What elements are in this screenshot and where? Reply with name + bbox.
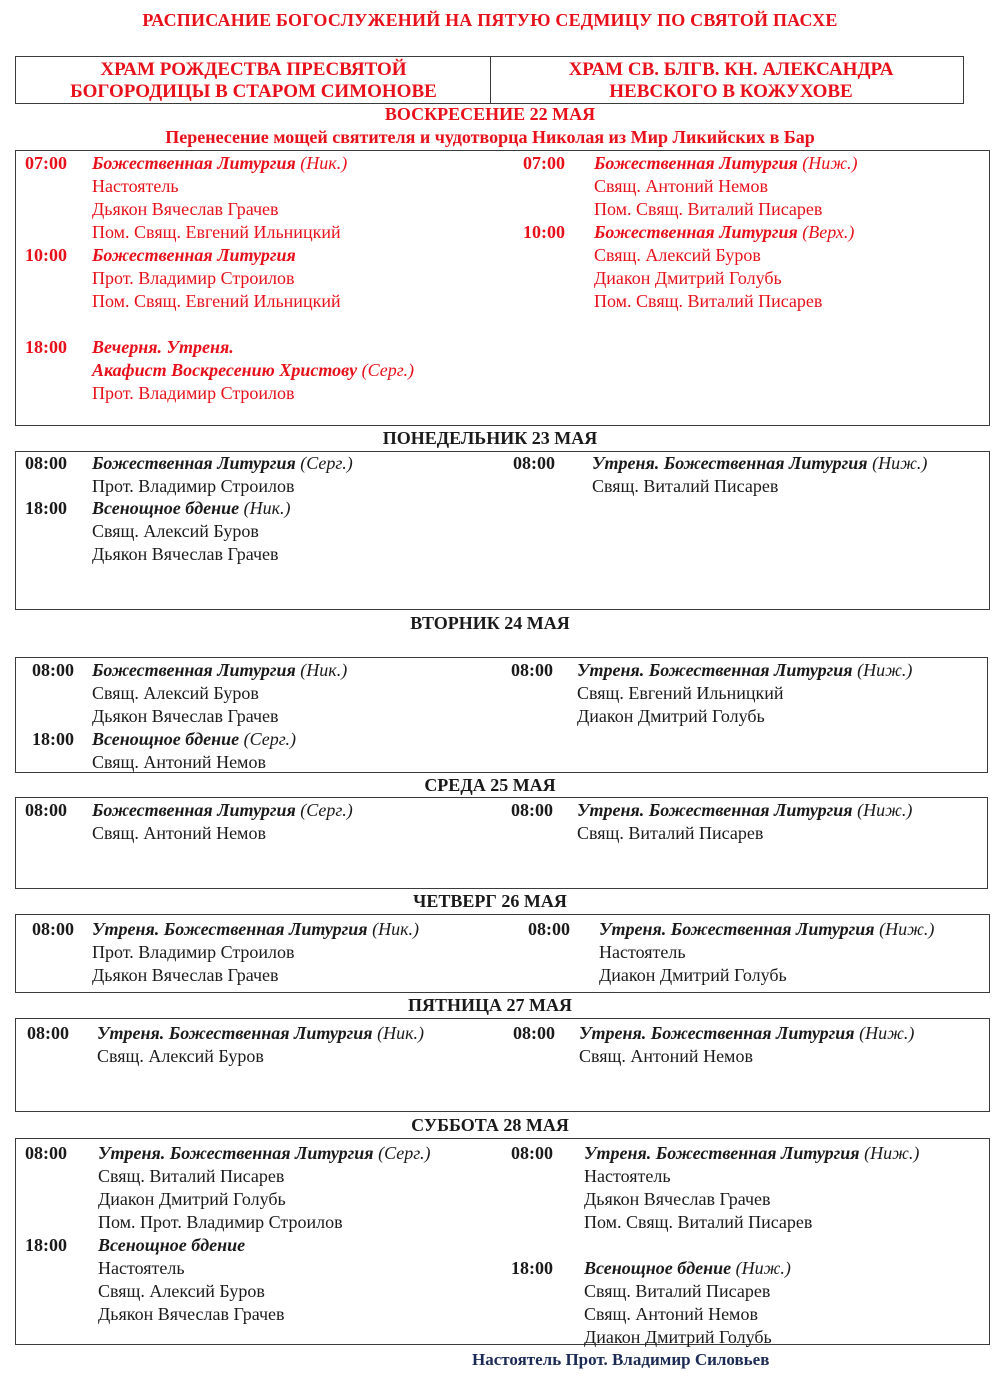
service-title: Утреня. Божественная Литургия	[592, 453, 868, 473]
service-location: (Ниж.)	[872, 453, 928, 473]
service-name	[98, 1234, 245, 1257]
service-name	[92, 918, 419, 941]
service-time: 18:00	[32, 729, 74, 749]
service-title: Божественная Литургия	[594, 153, 798, 173]
clergy-name: Дьякон Вячеслав Грачев	[92, 706, 279, 726]
service-time: 08:00	[511, 800, 553, 820]
clergy-name: Свящ. Антоний Немов	[584, 1304, 758, 1324]
clergy-name: Настоятель	[599, 942, 686, 962]
service-time: 10:00	[523, 222, 565, 242]
clergy-name: Прот. Владимир Строилов	[92, 268, 295, 288]
service-name	[98, 1142, 430, 1165]
clergy-name: Настоятель	[92, 176, 179, 196]
clergy-name: Дьякон Вячеслав Грачев	[92, 544, 279, 564]
service-name	[592, 452, 927, 475]
clergy-name: Пом. Свящ. Виталий Писарев	[594, 291, 823, 311]
service-title: Утреня. Божественная Литургия	[599, 919, 875, 939]
service-title: Утреня. Божественная Литургия	[577, 800, 853, 820]
service-location: (Ниж.)	[802, 153, 858, 173]
church-right-name: ХРАМ СВ. БЛГВ. КН. АЛЕКСАНДРА НЕВСКОГО В КОЖУХОВЕ	[568, 59, 894, 102]
service-location: (Ник.)	[377, 1023, 424, 1043]
day-title: ЧЕТВЕРГ 26 МАЯ	[413, 891, 567, 911]
clergy-name: Диакон Дмитрий Голубь	[594, 268, 782, 288]
day-title: ПЯТНИЦА 27 МАЯ	[408, 995, 572, 1015]
service-title: Божественная Литургия	[92, 153, 296, 173]
clergy-name: Свящ. Виталий Писарев	[98, 1166, 285, 1186]
service-title: Акафист Воскресению Христову	[92, 360, 358, 380]
clergy-name: Настоятель	[584, 1166, 671, 1186]
clergy-name: Дьякон Вячеслав Грачев	[98, 1304, 285, 1324]
service-title: Божественная Литургия	[92, 453, 296, 473]
service-location: (Серг.)	[361, 360, 415, 380]
service-title: Божественная Литургия	[92, 660, 296, 680]
service-title: Утреня. Божественная Литургия	[98, 1143, 374, 1163]
service-time: 07:00	[25, 153, 67, 173]
signature: Настоятель Прот. Владимир Силовьев	[472, 1350, 770, 1369]
service-title: Вечерня. Утреня.	[92, 337, 234, 357]
clergy-name: Диакон Дмитрий Голубь	[599, 965, 787, 985]
service-time: 08:00	[513, 1023, 555, 1043]
service-location: (Ниж.)	[879, 919, 935, 939]
service-time: 08:00	[528, 919, 570, 939]
service-name	[584, 1142, 919, 1165]
service-title: Всенощное бдение	[92, 498, 240, 518]
service-title: Всенощное бдение	[98, 1235, 246, 1255]
service-location: (Серг.)	[378, 1143, 431, 1163]
day-title: ВТОРНИК 24 МАЯ	[410, 613, 570, 633]
service-location: (Ниж.)	[857, 660, 913, 680]
clergy-name: Свящ. Алексий Буров	[97, 1046, 264, 1066]
service-title: Утреня. Божественная Литургия	[579, 1023, 855, 1043]
service-name	[577, 659, 912, 682]
clergy-name: Настоятель	[98, 1258, 185, 1278]
day-title: ВОСКРЕСЕНИЕ 22 МАЯ	[384, 104, 596, 124]
clergy-name: Свящ. Алексий Буров	[92, 521, 259, 541]
clergy-name: Диакон Дмитрий Голубь	[577, 706, 765, 726]
clergy-name: Прот. Владимир Строилов	[92, 476, 295, 496]
clergy-name: Свящ. Евгений Ильницкий	[577, 683, 784, 703]
clergy-name: Дьякон Вячеслав Грачев	[92, 965, 279, 985]
service-time: 08:00	[27, 1023, 69, 1043]
service-location: (Ник.)	[300, 660, 348, 680]
service-name	[97, 1022, 424, 1045]
clergy-name: Пом. Прот. Владимир Строилов	[98, 1212, 343, 1232]
service-location: (Ниж.)	[864, 1143, 920, 1163]
service-name	[92, 728, 296, 751]
service-title: Всенощное бдение	[584, 1258, 732, 1278]
service-time: 08:00	[32, 660, 74, 680]
service-time: 08:00	[25, 800, 67, 820]
service-name	[92, 336, 234, 359]
clergy-name: Свящ. Алексий Буров	[92, 683, 259, 703]
header-divider	[490, 57, 491, 103]
service-name	[92, 452, 353, 475]
service-name	[92, 244, 296, 267]
day-title: СУББОТА 28 МАЯ	[411, 1115, 569, 1135]
service-title: Божественная Литургия	[594, 222, 798, 242]
service-location: (Серг.)	[300, 800, 353, 820]
service-name	[584, 1257, 791, 1280]
service-name	[594, 152, 858, 175]
clergy-name: Свящ. Виталий Писарев	[584, 1281, 771, 1301]
service-time: 08:00	[25, 1143, 67, 1163]
page-title: РАСПИСАНИЕ БОГОСЛУЖЕНИЙ НА ПЯТУЮ СЕДМИЦУ ПО СВЯТОЙ ПАСХЕ	[142, 10, 838, 30]
clergy-name: Пом. Свящ. Виталий Писарев	[584, 1212, 813, 1232]
service-location: (Серг.)	[300, 453, 353, 473]
service-name	[594, 221, 854, 244]
service-location: (Ниж.)	[859, 1023, 915, 1043]
clergy-name: Пом. Свящ. Евгений Ильницкий	[92, 291, 341, 311]
clergy-name: Свящ. Антоний Немов	[579, 1046, 753, 1066]
service-time: 18:00	[511, 1258, 553, 1278]
service-location: (Серг.)	[243, 729, 297, 749]
service-time: 18:00	[25, 1235, 67, 1255]
service-location: (Верх.)	[802, 222, 855, 242]
clergy-name: Дьякон Вячеслав Грачев	[584, 1189, 771, 1209]
clergy-name: Диакон Дмитрий Голубь	[584, 1327, 772, 1347]
clergy-name: Пом. Свящ. Виталий Писарев	[594, 199, 823, 219]
service-name	[599, 918, 934, 941]
service-name	[92, 152, 347, 175]
clergy-name: Свящ. Алексий Буров	[594, 245, 761, 265]
service-name	[92, 359, 414, 382]
church-header	[15, 56, 964, 104]
service-location: (Ник.)	[300, 153, 348, 173]
day-title: ПОНЕДЕЛЬНИК 23 МАЯ	[382, 428, 598, 448]
clergy-name: Дьякон Вячеслав Грачев	[92, 199, 279, 219]
clergy-name: Свящ. Антоний Немов	[92, 823, 266, 843]
service-title: Утреня. Божественная Литургия	[92, 919, 368, 939]
service-name	[579, 1022, 914, 1045]
clergy-name: Прот. Владимир Строилов	[92, 942, 295, 962]
service-name	[92, 799, 353, 822]
feast-title: Перенесение мощей святителя и чудотворца Николая из Мир Ликийских в Бар	[165, 127, 815, 147]
service-title: Божественная Литургия	[92, 800, 296, 820]
service-time: 08:00	[32, 919, 74, 939]
service-time: 08:00	[513, 453, 555, 473]
service-location: (Ниж.)	[857, 800, 913, 820]
service-time: 18:00	[25, 337, 67, 357]
service-time: 18:00	[25, 498, 67, 518]
service-location: (Ник.)	[243, 498, 291, 518]
clergy-name: Диакон Дмитрий Голубь	[98, 1189, 286, 1209]
service-name	[92, 659, 347, 682]
service-location: (Ник.)	[372, 919, 419, 939]
day-title: СРЕДА 25 МАЯ	[424, 775, 556, 795]
service-title: Утреня. Божественная Литургия	[584, 1143, 860, 1163]
service-title: Всенощное бдение	[92, 729, 240, 749]
service-title: Утреня. Божественная Литургия	[577, 660, 853, 680]
service-title: Утреня. Божественная Литургия	[97, 1023, 373, 1043]
service-time: 07:00	[523, 153, 565, 173]
clergy-name: Свящ. Виталий Писарев	[577, 823, 764, 843]
service-time: 08:00	[511, 660, 553, 680]
clergy-name: Свящ. Алексий Буров	[98, 1281, 265, 1301]
service-name	[577, 799, 912, 822]
service-time: 08:00	[25, 453, 67, 473]
clergy-name: Прот. Владимир Строилов	[92, 383, 295, 403]
service-time: 08:00	[511, 1143, 553, 1163]
service-title: Божественная Литургия	[92, 245, 296, 265]
clergy-name: Пом. Свящ. Евгений Ильницкий	[92, 222, 341, 242]
service-location: (Ниж.)	[735, 1258, 791, 1278]
church-left-name: ХРАМ РОЖДЕСТВА ПРЕСВЯТОЙ БОГОРОДИЦЫ В СТАРОМ СИМОНОВЕ	[70, 59, 437, 102]
service-time: 10:00	[25, 245, 67, 265]
clergy-name: Свящ. Антоний Немов	[594, 176, 768, 196]
clergy-name: Свящ. Виталий Писарев	[592, 476, 779, 496]
clergy-name: Свящ. Антоний Немов	[92, 752, 266, 772]
service-name	[92, 497, 291, 520]
